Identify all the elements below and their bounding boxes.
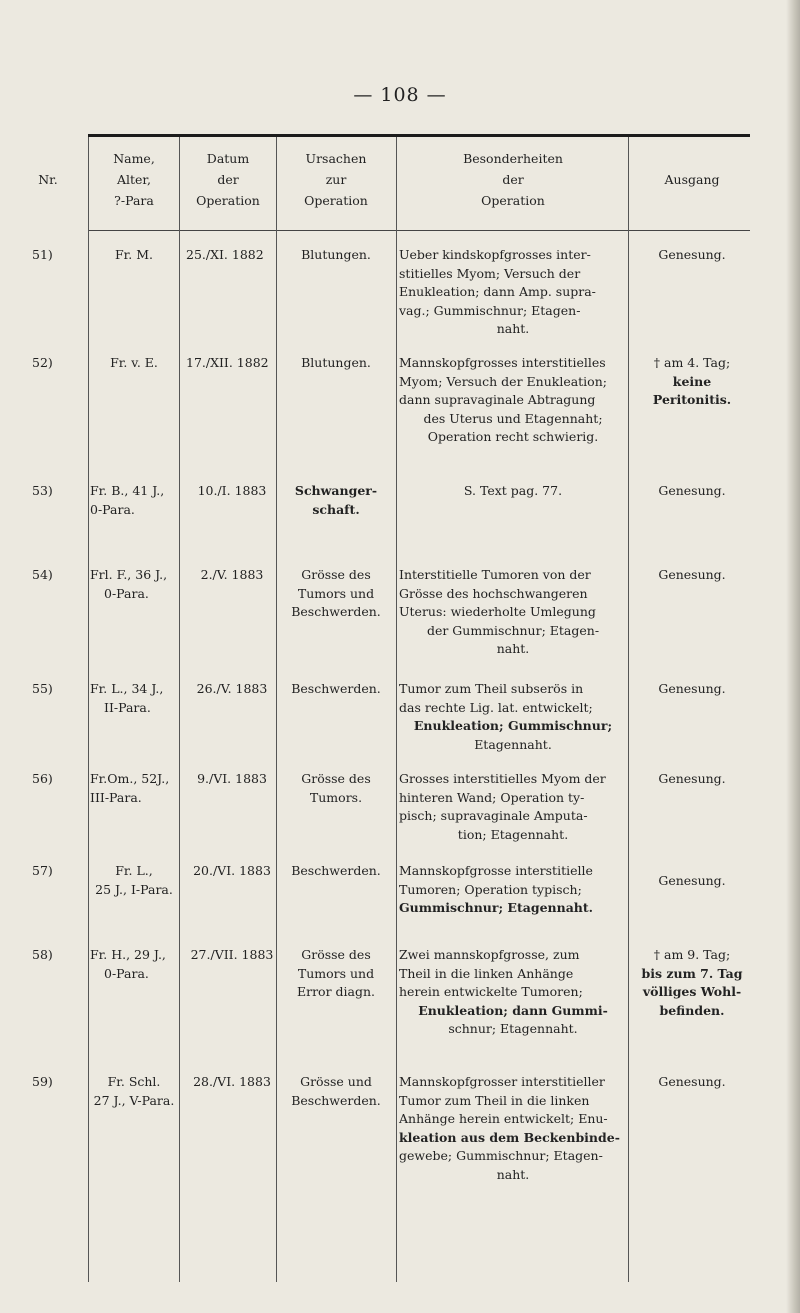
column-divider bbox=[396, 137, 397, 1282]
header-rule bbox=[88, 230, 750, 231]
operation-cause: Grösse des Tumors und Error diagn. bbox=[296, 947, 376, 999]
header-name: Name, Alter, ?-Para bbox=[113, 151, 155, 208]
operation-notes: S. Text pag. 77. bbox=[463, 483, 563, 498]
outcome: † am 9. Tag; bis zum 7. Tag völliges Wohl- befinden. bbox=[641, 947, 743, 1018]
column-divider bbox=[628, 137, 629, 1282]
operation-date: 27./VII. 1883 bbox=[190, 947, 274, 962]
patient-name: Fr. v. E. bbox=[110, 355, 158, 370]
header-notes: Besonderheiten der Operation bbox=[463, 151, 563, 208]
operation-date: 25./XI. 1882 bbox=[186, 247, 264, 262]
operation-date: 2./V. 1883 bbox=[200, 567, 264, 582]
patient-name: Frl. F., 36 J., 0-Para. bbox=[90, 567, 168, 601]
outcome: Genesung. bbox=[658, 873, 726, 888]
operation-date: 9./VI. 1883 bbox=[197, 771, 267, 786]
patient-name: Fr. B., 41 J., 0-Para. bbox=[90, 483, 165, 517]
operation-cause: Beschwerden. bbox=[291, 681, 381, 696]
operation-cause: Grösse des Tumors. bbox=[301, 771, 371, 805]
operation-date: 26./V. 1883 bbox=[196, 681, 268, 696]
operation-cause: Blutungen. bbox=[301, 355, 371, 370]
row-number: 52) bbox=[32, 355, 53, 370]
row-number: 56) bbox=[32, 771, 53, 786]
row-number: 58) bbox=[32, 947, 53, 962]
operation-date: 28./VI. 1883 bbox=[193, 1074, 271, 1089]
column-divider bbox=[179, 137, 180, 1282]
patient-name: Fr. Schl. 27 J., V-Para. bbox=[93, 1074, 175, 1108]
table-top-rule bbox=[88, 134, 750, 137]
operation-date: 20./VI. 1883 bbox=[193, 863, 271, 878]
operation-notes: Zwei mannskopfgrosse, zum Theil in die linken Anhänge herein entwickelte Tumoren; Enukleation; dann Gummi- schnur; Etagennaht. bbox=[399, 947, 608, 1036]
page-edge-shadow bbox=[786, 0, 800, 1313]
outcome: Genesung. bbox=[658, 771, 726, 786]
row-number: 53) bbox=[32, 483, 53, 498]
operation-notes: Mannskopfgrosses interstitielles Myom; Versuch der Enukleation; dann supravaginale Abtragung des Uterus und Etagennaht; Operation recht schwierig. bbox=[399, 355, 607, 444]
operation-notes: Ueber kindskopfgrosses inter- stitielles Myom; Versuch der Enukleation; dann Amp. supra- vag.; Gummischnur; Etagen- naht. bbox=[399, 247, 596, 336]
header-outcome: Ausgang bbox=[664, 172, 720, 187]
operation-date: 17./XII. 1882 bbox=[186, 355, 269, 370]
row-number: 55) bbox=[32, 681, 53, 696]
row-number: 57) bbox=[32, 863, 53, 878]
column-divider bbox=[88, 137, 89, 1282]
outcome: Genesung. bbox=[658, 247, 726, 262]
outcome: Genesung. bbox=[658, 483, 726, 498]
header-cause: Ursachen zur Operation bbox=[304, 151, 368, 208]
page-number: — 108 — bbox=[353, 84, 447, 106]
operation-cause: Grösse und Beschwerden. bbox=[291, 1074, 381, 1108]
header-date: Datum der Operation bbox=[196, 151, 260, 208]
row-number: 54) bbox=[32, 567, 53, 582]
outcome: † am 4. Tag; keine Peritonitis. bbox=[652, 355, 732, 407]
operation-cause: Beschwerden. bbox=[291, 863, 381, 878]
outcome: Genesung. bbox=[658, 1074, 726, 1089]
column-divider bbox=[276, 137, 277, 1282]
operation-notes: Mannskopfgrosser interstitieller Tumor zum Theil in die linken Anhänge herein entwickelt; Enu- kleation aus dem Beckenbinde- gewebe; Gummischnur; Etagen- naht. bbox=[399, 1074, 620, 1182]
row-number: 51) bbox=[32, 247, 53, 262]
row-number: 59) bbox=[32, 1074, 53, 1089]
patient-name: Fr. H., 29 J., 0-Para. bbox=[90, 947, 166, 981]
operation-date: 10./I. 1883 bbox=[197, 483, 267, 498]
header-nr: Nr. bbox=[38, 172, 58, 187]
patient-name: Fr.Om., 52J., III-Para. bbox=[90, 771, 170, 805]
patient-name: Fr. M. bbox=[115, 247, 153, 262]
patient-name: Fr. L., 25 J., I-Para. bbox=[95, 863, 173, 897]
patient-name: Fr. L., 34 J., II-Para. bbox=[90, 681, 164, 715]
operation-cause: Schwanger- schaft. bbox=[294, 483, 378, 517]
operation-notes: Mannskopfgrosse interstitielle Tumoren; Operation typisch; Gummischnur; Etagennaht. bbox=[399, 863, 594, 915]
outcome: Genesung. bbox=[658, 567, 726, 582]
operation-cause: Blutungen. bbox=[301, 247, 371, 262]
operation-notes: Grosses interstitielles Myom der hinteren Wand; Operation ty- pisch; supravaginale Amputa- tion; Etagennaht. bbox=[399, 771, 606, 842]
operation-notes: Interstitielle Tumoren von der Grösse des hochschwangeren Uterus: wiederholte Umlegung der Gummischnur; Etagen- naht. bbox=[399, 567, 600, 656]
operation-cause: Grösse des Tumors und Beschwerden. bbox=[291, 567, 381, 619]
outcome: Genesung. bbox=[658, 681, 726, 696]
operation-notes: Tumor zum Theil subserös in das rechte Lig. lat. entwickelt; Enukleation; Gummischnur; Etagennaht. bbox=[399, 681, 613, 752]
